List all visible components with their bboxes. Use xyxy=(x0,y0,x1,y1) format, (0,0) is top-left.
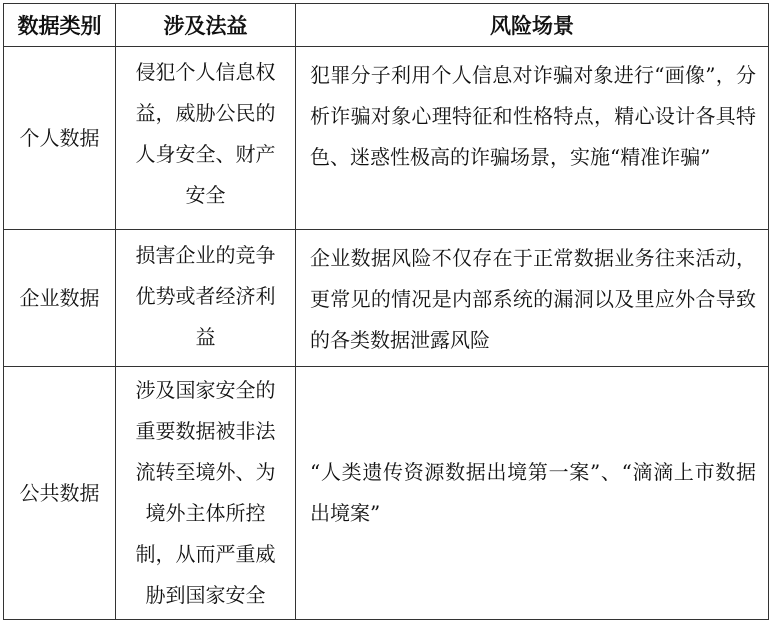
header-data-category: 数据类别 xyxy=(4,4,116,47)
header-risk-scenario: 风险场景 xyxy=(296,4,769,47)
row-legal-interest: 侵犯个人信息权益，威胁公民的人身安全、财产安全 xyxy=(116,47,296,230)
header-legal-interest: 涉及法益 xyxy=(116,4,296,47)
table-row xyxy=(4,47,769,230)
row-legal-interest: 涉及国家安全的重要数据被非法流转至境外、为境外主体所控制，从而严重威胁到国家安全 xyxy=(116,367,296,620)
row-legal-interest: 损害企业的竞争优势或者经济利益 xyxy=(116,230,296,367)
row-category: 公共数据 xyxy=(4,367,116,620)
row-risk-scenario: 犯罪分子利用个人信息对诈骗对象进行“画像”，分析诈骗对象心理特征和性格特点，精心设计各具特色、迷惑性极高的诈骗场景，实施“精准诈骗” xyxy=(296,47,769,230)
row-risk-scenario: “人类遗传资源数据出境第一案”、“滴滴上市数据出境案” xyxy=(296,367,769,620)
row-category: 个人数据 xyxy=(4,47,116,230)
table-row xyxy=(4,367,769,620)
table-row xyxy=(4,230,769,367)
row-risk-scenario: 企业数据风险不仅存在于正常数据业务往来活动，更常见的情况是内部系统的漏洞以及里应外合导致的各类数据泄露风险 xyxy=(296,230,769,367)
table-header-row xyxy=(4,4,769,47)
row-category: 企业数据 xyxy=(4,230,116,367)
data-risk-table xyxy=(3,3,769,620)
